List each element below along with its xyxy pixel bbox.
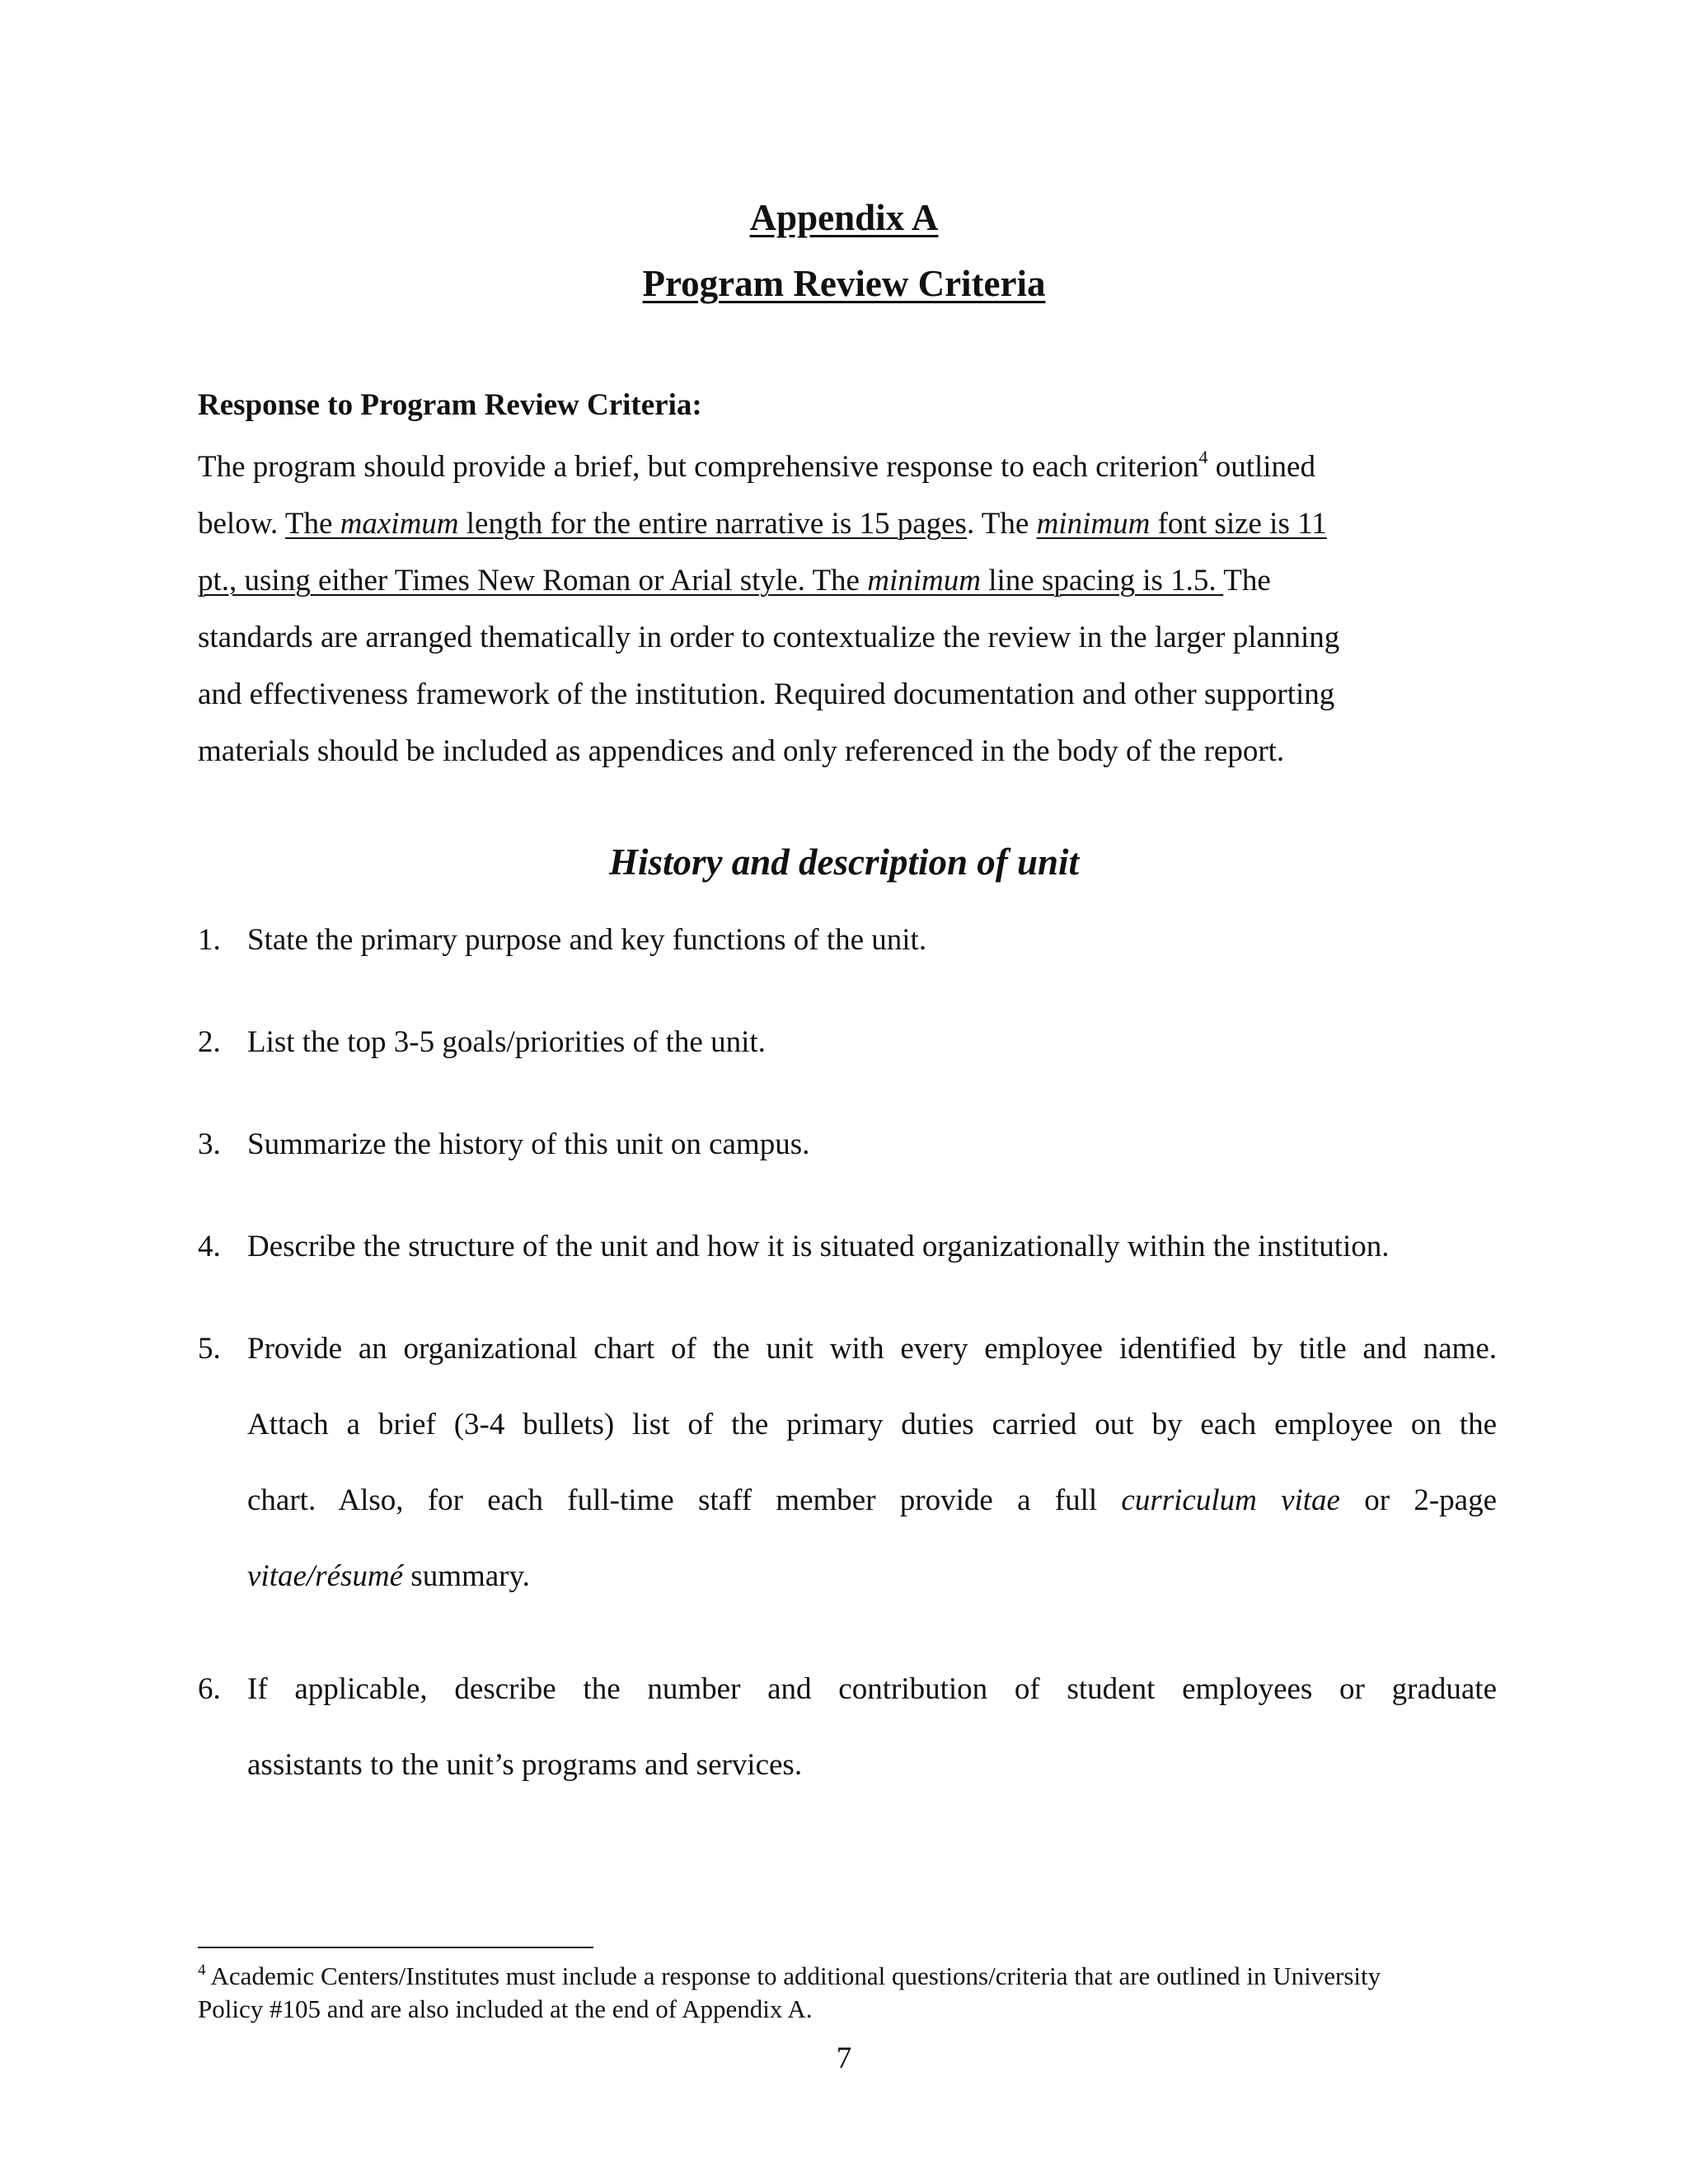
section-heading: History and description of unit bbox=[608, 841, 1080, 883]
intro-line-2: below. The maximum length for the entire narrative is 15 pages. The minimum font size is 11 bbox=[198, 507, 1327, 541]
appendix-subtitle: Program Review Criteria bbox=[642, 263, 1046, 304]
item-number: 1. bbox=[198, 923, 221, 957]
item-text: State the primary purpose and key functions of the unit. bbox=[247, 923, 927, 957]
appendix-title: Appendix A bbox=[749, 197, 939, 238]
item-number: 3. bbox=[198, 1127, 221, 1161]
footnote-line-1: $^4$ Academic Centers/Institutes must include a response to additional questions/criteria that are outlined in University bbox=[198, 1961, 1381, 1990]
footnote-line-2: Policy #105 and are also included at the end of Appendix A. bbox=[198, 1994, 813, 2023]
item-text: If applicable, describe the number and contribution of student employees or graduate assistants to the unit’s programs and services. bbox=[247, 1672, 1497, 1782]
item-text: Summarize the history of this unit on campus. bbox=[247, 1127, 810, 1161]
footnote-ref: 4 bbox=[1198, 447, 1208, 467]
intro-line-6: materials should be included as appendices and only referenced in the body of the report. bbox=[198, 734, 1285, 768]
intro-line-4: standards are arranged thematically in order to contextualize the review in the larger planning bbox=[198, 621, 1340, 654]
item-text: Provide an organizational chart of the unit with every employee identified by title and name. Attach a brief (3-4 bullets) list of the primary duties carried out by each employee on the chart. Also, for each full-time staff member provide a full curriculum vitae or 2-page vitae/résumé summary. bbox=[247, 1332, 1497, 1593]
page-number: 7 bbox=[836, 2041, 852, 2075]
item-number: 6. bbox=[198, 1672, 221, 1706]
footnote bbox=[198, 1960, 1500, 2026]
item-number: 5. bbox=[198, 1332, 221, 1366]
item-number: 4. bbox=[198, 1230, 221, 1263]
footnote-marker: 4 bbox=[198, 1961, 206, 1979]
item-text: List the top 3-5 goals/priorities of the unit. bbox=[247, 1025, 766, 1059]
response-label: Response to Program Review Criteria: bbox=[198, 388, 702, 422]
item-number: 2. bbox=[198, 1025, 221, 1059]
item-text: Describe the structure of the unit and how it is situated organizationally within the institution. bbox=[247, 1230, 1390, 1263]
intro-paragraph bbox=[198, 438, 1500, 780]
footnote-separator bbox=[198, 1947, 593, 1948]
intro-line-1: The program should provide a brief, but comprehensive response to each criterion$^4$ outlined bbox=[198, 447, 1315, 484]
intro-line-3: pt., using either Times New Roman or Arial style. The minimum line spacing is 1.5. The bbox=[198, 564, 1271, 598]
intro-line-5: and effectiveness framework of the institution. Required documentation and other supporting bbox=[198, 677, 1335, 711]
